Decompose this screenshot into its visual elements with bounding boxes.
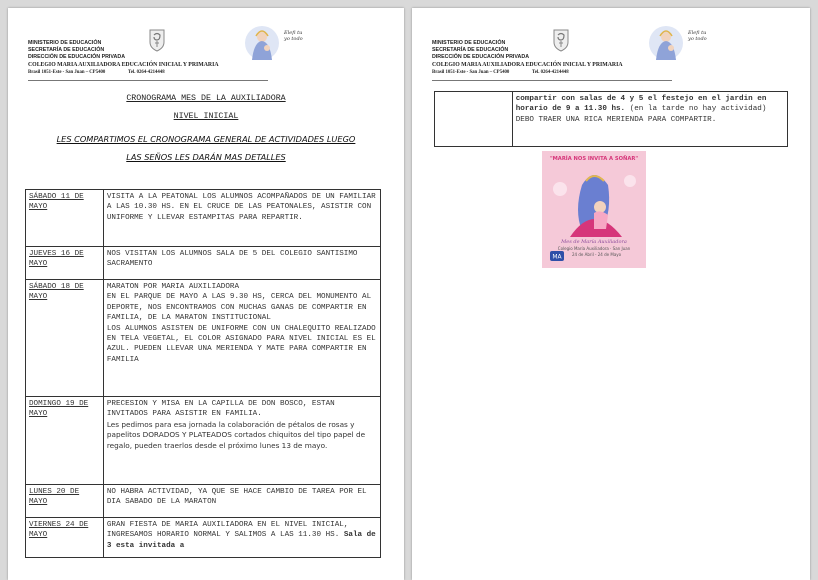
schedule-title: CRONOGRAMA MES DE LA AUXILIADORA xyxy=(126,94,286,103)
date-cell: VIERNES 24 DE MAYO xyxy=(26,518,104,558)
document-page-left xyxy=(8,8,404,580)
activity-cell xyxy=(103,518,380,558)
badge-caption: Elefi tu yo todo xyxy=(688,30,707,42)
date-cell: LUNES 20 DE MAYO xyxy=(26,485,104,518)
address-line: Brasil 1051-Este - San Juan – CP5400 xyxy=(432,70,510,75)
letterhead-rule xyxy=(28,80,268,81)
secretariat-line: SECRETARÍA DE EDUCACIÓN xyxy=(28,47,105,53)
table-row xyxy=(26,280,381,397)
table-row xyxy=(26,247,381,280)
svg-text:MA: MA xyxy=(552,253,562,261)
date-cell: JUEVES 16 DE MAYO xyxy=(26,247,104,280)
directorate-line: DIRECCIÓN DE EDUCACIÓN PRIVADA xyxy=(432,54,530,60)
secretariat-line: SECRETARÍA DE EDUCACIÓN xyxy=(432,47,509,53)
flyer-school-line: Colegio María Auxiliadora · San Juan xyxy=(557,246,631,251)
ministry-line: MINISTERIO DE EDUCACIÓN xyxy=(432,40,506,46)
activity-cell xyxy=(512,92,787,147)
letterhead-rule xyxy=(432,80,672,81)
table-row xyxy=(26,485,381,518)
petals-request: Les pedimos para esa jornada la colaboración de pétalos de rosas y papelitos DORADOS Y PLATEADOS cortados chiquitos del tipo papel de regalo, pueden traerlos desde el próximo lunes 13 de mayo. xyxy=(106,419,366,450)
school-line: COLEGIO MARIA AUXILIADORA EDUCACIÓN INICIAL Y PRIMARIA xyxy=(432,62,623,68)
activity-cell: VISITA A LA PEATONAL LOS ALUMNOS ACOMPAÑADOS DE UN FAMILIAR A LAS 10.30 HS. EN EL CRUCE DE LAS PEATONALES, ASISTIR CON UNIFORME Y LLEVAR ESTAMPITAS PARA REPARTIR. xyxy=(103,190,380,247)
activity-cell: NO HABRA ACTIVIDAD, YA QUE SE HACE CAMBIO DE TAREA POR EL DIA SABADO DE LA MARATON xyxy=(103,485,380,518)
table-row xyxy=(435,92,788,147)
marathon-details: EN EL PARQUE DE MAYO A LAS 9.30 HS, CERCA DEL MONUMENTO AL DEPORTE, NOS ENCONTRAMOS CON MUCHAS GANAS DE COMPARTIR EN FAMILIA, DE LA MARATON INSTITUCIONAL xyxy=(106,293,372,323)
intro-line-1: LES COMPARTIMOS EL CRONOGRAMA GENERAL DE ACTIVIDADES LUEGO xyxy=(56,134,356,144)
address-line: Brasil 1051-Este - San Juan – CP5400 xyxy=(28,70,106,75)
badge-caption: Elefi tu yo todo xyxy=(284,30,303,42)
letterhead xyxy=(26,28,386,98)
flyer-dates: 24 de Abril - 24 de Mayo xyxy=(572,252,622,257)
fiesta-continuation-bold: compartir con salas de 4 y 5 el festejo en el jardin en horario de 9 a 11.30 hs. xyxy=(515,95,767,114)
mary-badge-image xyxy=(240,24,303,62)
intro-line-2: LAS SEÑOS LES DARÁN MAS DETALLES xyxy=(126,152,286,162)
table-row xyxy=(26,397,381,485)
marathon-uniform-note: LOS ALUMNOS ASISTEN DE UNIFORME CON UN CHALEQUITO REALIZADO EN TELA VEGETAL, EL COLOR ASIGNADO PARA NIVEL INICIAL ES EL AZUL. PUEDEN LLEVAR UNA MERIENDA Y MATE PARA COMPARTIR EN FAMILIA xyxy=(106,324,376,364)
table-row xyxy=(26,518,381,558)
date-cell: SÁBADO 18 DE MAYO xyxy=(26,280,104,397)
crest-icon xyxy=(552,28,570,52)
phone-line: Tel. 0264-4214448 xyxy=(128,70,165,75)
activity-cell xyxy=(103,397,380,485)
activity-cell: NOS VISITAN LOS ALUMNOS SALA DE 5 DEL COLEGIO SANTISIMO SACRAMENTO xyxy=(103,247,380,280)
school-line: COLEGIO MARIA AUXILIADORA EDUCACIÓN INICIAL Y PRIMARIA xyxy=(28,62,219,68)
mary-badge-image xyxy=(644,24,707,62)
phone-line: Tel. 0264-4214448 xyxy=(532,70,569,75)
flyer-title: "MARÍA NOS INVITA A SOÑAR" xyxy=(549,156,639,162)
crest-icon xyxy=(148,28,166,52)
schedule-table xyxy=(25,189,381,558)
letterhead xyxy=(430,28,790,98)
fiesta-text: GRAN FIESTA DE MARIA AUXILIADORA EN EL NIVEL INICIAL, INGRESAMOS HORARIO NORMAL Y SALIMOS A LAS 11.30 HS. xyxy=(106,521,349,540)
activity-cell xyxy=(103,280,380,397)
date-cell: DOMINGO 19 DE MAYO xyxy=(26,397,104,485)
fiesta-invite-bold: Sala de 3 esta invitada a xyxy=(106,531,376,550)
procession-text: PRECESION Y MISA EN LA CAPILLA DE DON BOSCO, ESTAN INVITADOS PARA ASISTIR EN FAMILIA. xyxy=(106,400,335,419)
table-row xyxy=(26,190,381,247)
flyer-subtitle: Mes de María Auxiliadora xyxy=(561,239,627,245)
afternoon-note: (en la tarde no hay actividad) xyxy=(629,105,767,114)
document-page-right xyxy=(412,8,810,580)
directorate-line: DIRECCIÓN DE EDUCACIÓN PRIVADA xyxy=(28,54,126,60)
empty-date-cell xyxy=(435,92,513,147)
date-cell: SÁBADO 11 DE MAYO xyxy=(26,190,104,247)
level-title: NIVEL INICIAL xyxy=(173,112,239,121)
school-logo-icon xyxy=(550,251,564,261)
continuation-table xyxy=(434,91,788,147)
ministry-line: MINISTERIO DE EDUCACIÓN xyxy=(28,40,102,46)
invitation-flyer xyxy=(542,151,646,268)
marathon-title: MARATON POR MARIA AUXILIADORA xyxy=(106,283,239,291)
snack-note: DEBO TRAER UNA RICA MERIENDA PARA COMPARTIR. xyxy=(515,115,717,124)
